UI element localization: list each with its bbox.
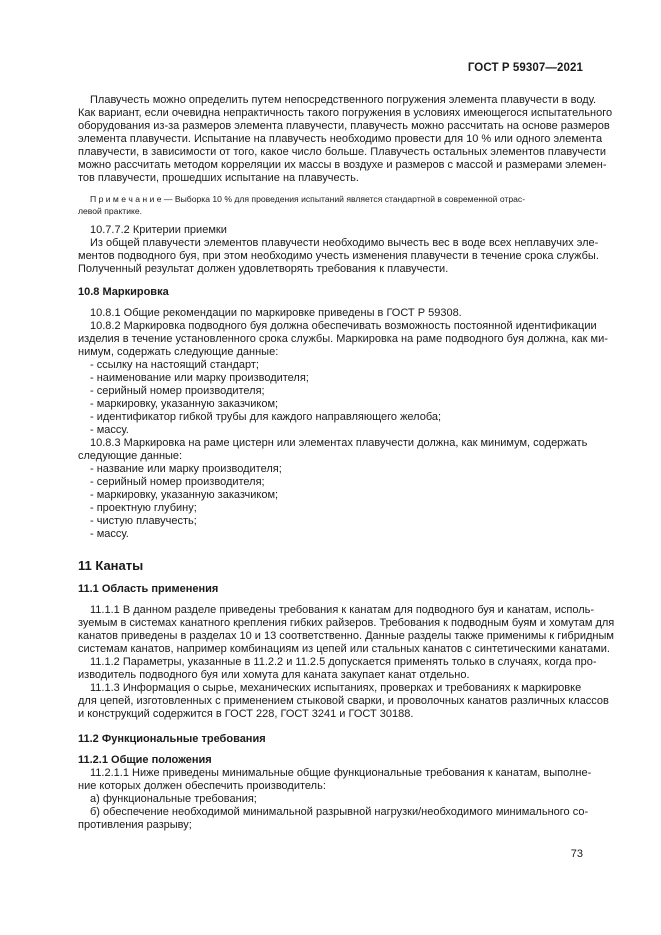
text-line: элемента плавучести. Испытание на плавучесть необходимо провести для 10 % или одного элемента (78, 133, 603, 145)
list-item: - чистую плавучесть; (90, 515, 197, 527)
list-item: б) обеспечение необходимой минимальной разрывной нагрузки/необходимого минимального со- (90, 806, 589, 818)
subsection-heading: 11.2.1 Общие положения (78, 754, 212, 766)
list-item: - серийный номер производителя; (90, 476, 265, 488)
text-line: 11.2.1.1 Ниже приведены минимальные общие функциональные требования к канатам, выполне- (90, 767, 592, 779)
text-line: 10.8.1 Общие рекомендации по маркировке приведены в ГОСТ Р 59308. (90, 307, 462, 319)
text-line: ментов подводного буя, при этом необходимо учесть изменения плавучести в течение срока службы. (78, 250, 599, 262)
text-line: Как вариант, если очевидна непрактичность такого погружения в условиях имеющегося испытательного (78, 107, 613, 119)
text-line: плавучести, в зависимости от того, какое число больше. Плавучесть остальных элементов плавучести (78, 146, 606, 158)
text-line: нимум, содержать следующие данные: (78, 346, 279, 358)
list-item: а) функциональные требования; (90, 793, 257, 805)
note-line: П р и м е ч а н и е — Выборка 10 % для проведения испытаний является стандартной в современной отрас- (90, 194, 526, 204)
text-line: изводитель подводного буя или хомута для каната закупает канат отдельно. (78, 669, 470, 681)
text-line: оборудования из-за размеров элемента плавучести, плавучесть можно рассчитать на основе размеров (78, 120, 610, 132)
text-line: Плавучесть можно определить путем непосредственного погружения элемента плавучести в воду. (90, 94, 597, 106)
list-item: - ссылку на настоящий стандарт; (90, 359, 259, 371)
page-number: 73 (570, 848, 583, 860)
note-line: левой практике. (78, 206, 143, 216)
text-line: зуемым в системах канатного крепления гибких райзеров. Требования к подводным буям и хомутам для (78, 617, 615, 629)
list-item: - название или марку производителя; (90, 463, 282, 475)
text-line: 10.8.3 Маркировка на раме цистерн или элементах плавучести должна, как минимум, содержать (90, 437, 588, 449)
chapter-heading: 11 Канаты (78, 558, 144, 573)
section-heading: 10.8 Маркировка (78, 286, 169, 298)
list-item: - серийный номер производителя; (90, 385, 265, 397)
text-line: для цепей, изготовленных с применением стыковой сварки, и проволочных канатов различных классов (78, 695, 609, 707)
text-line: ние которых должен обеспечить производитель: (78, 780, 326, 792)
text-line: канатов приведены в разделах 10 и 13 соответственно. Данные разделы также применимы к гибридным (78, 630, 614, 642)
text-line: системам канатов, например комбинациям из цепей или стальных канатов с синтетическими канатами. (78, 643, 610, 655)
list-item: - маркировку, указанную заказчиком; (90, 398, 279, 410)
section-heading: 11.2 Функциональные требования (78, 733, 266, 745)
text-line: тов плавучести, прошедших испытание на плавучесть. (78, 172, 359, 184)
text-line: изделия в течение установленного срока службы. Маркировка на раме подводного буя должна, как ми- (78, 333, 608, 345)
text-line: Из общей плавучести элементов плавучести необходимо вычесть вес в воде всех неплавучих эле- (90, 237, 599, 249)
body-text (78, 0, 615, 935)
text-line: можно рассчитать методом корреляции их массы в воздухе и размеров с массой и размерами элемен- (78, 159, 607, 171)
list-item: - маркировку, указанную заказчиком; (90, 489, 279, 501)
text-line: Полученный результат должен удовлетворять требования к плавучести. (78, 263, 449, 275)
text-line: 11.1.2 Параметры, указанные в 11.2.2 и 11.2.5 допускается применять только в случаях, когда про- (90, 656, 597, 668)
text-line: 11.1.3 Информация о сырье, механических испытаниях, проверках и требованиях к маркировке (90, 682, 582, 694)
document-header: ГОСТ Р 59307—2021 (467, 62, 583, 74)
list-item: - проектную глубину; (90, 502, 197, 514)
list-item: - массу. (90, 424, 129, 436)
text-line: противления разрыву; (78, 819, 192, 831)
text-line: следующие данные: (78, 450, 183, 462)
text-line: 10.7.7.2 Критерии приемки (90, 224, 227, 236)
list-item: - массу. (90, 528, 129, 540)
text-line: 11.1.1 В данном разделе приведены требования к канатам для подводного буя и канатам, исполь- (90, 604, 595, 616)
section-heading: 11.1 Область применения (78, 583, 219, 595)
list-item: - наименование или марку производителя; (90, 372, 309, 384)
text-line: 10.8.2 Маркировка подводного буя должна обеспечивать возможность постоянной идентификации (90, 320, 597, 332)
list-item: - идентификатор гибкой трубы для каждого направляющего желоба; (90, 411, 442, 423)
text-line: и конструкций содержится в ГОСТ 228, ГОСТ 3241 и ГОСТ 30188. (78, 708, 414, 720)
